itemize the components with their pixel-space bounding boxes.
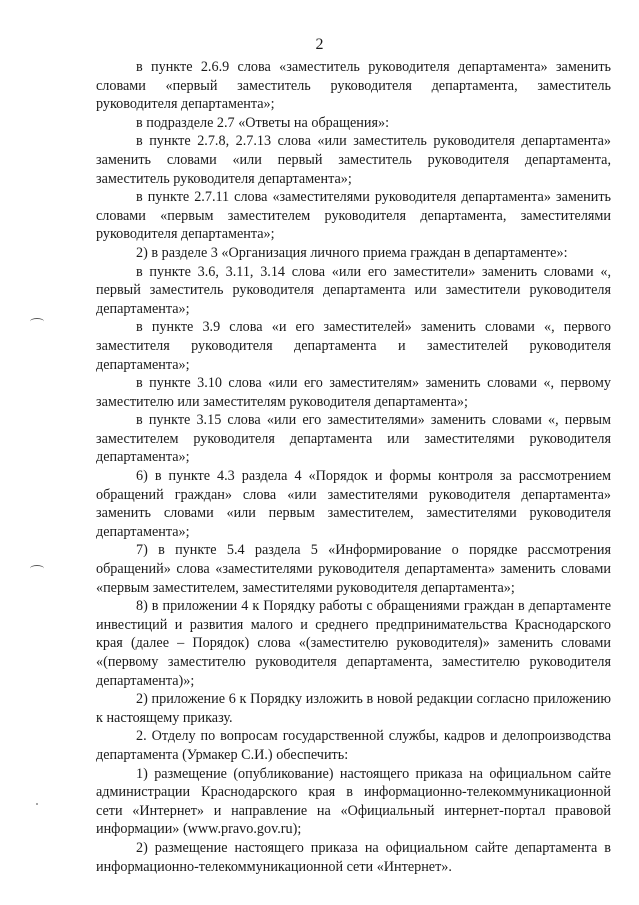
paragraph-10: 6) в пункте 4.3 раздела 4 «Порядок и формы контроля за рассмотрением обращений граждан» слова «или заместителями руководителя департамента» заменить словами «или первым заместителем, заместителями руководителя департамента»;	[96, 468, 611, 540]
paragraph-15: 1) размещение (опубликование) настоящего приказа на официальном сайте администрации Краснодарского края в информационно-телекоммуникационной сети «Интернет» и направление на «Официальный интернет-портал правовой информации» (www.pravo.gov.ru);	[96, 765, 611, 838]
paragraph-4: в пункте 2.7.11 слова «заместителями руководителя департамента» заменить словами «первым заместителем руководителя департамента, заместителями руководителя департамента»;	[96, 189, 611, 243]
paragraph-1: в пункте 2.6.9 слова «заместитель руководителя департамента» заменить словами «первый заместитель руководителя департамента, заместитель руководителя департамента»;	[96, 59, 611, 113]
paragraph-14: 2. Отделу по вопросам государственной службы, кадров и делопроизводства департамента (Урмакер С.И.) обеспечить:	[96, 728, 611, 763]
paragraph-5: 2) в разделе 3 «Организация личного приема граждан в департаменте»:	[136, 244, 568, 261]
paragraph-6: в пункте 3.6, 3.11, 3.14 слова «или его заместители» заменить словами «, первый заместитель руководителя департамента или заместители руководителя департамента»;	[96, 263, 611, 317]
paragraph-9: в пункте 3.15 слова «или его заместителями» заменить словами «, первым заместителем руководителя департамента или заместителями руководителя департамента»;	[96, 412, 611, 466]
paragraph-16: 2) размещение настоящего приказа на официальном сайте департамента в информационно-телекоммуникационной сети «Интернет».	[96, 839, 611, 875]
paragraph-3: в пункте 2.7.8, 2.7.13 слова «или заместитель руководителя департамента» заменить словами «или первый заместитель руководителя департамента, заместитель руководителя департамента»;	[96, 133, 611, 187]
paragraph-7: в пункте 3.9 слова «и его заместителей» заменить словами «, первого заместителя руководителя департамента и заместителей руководителя департамента»;	[96, 319, 611, 373]
document-body	[96, 58, 611, 876]
paragraph-8: в пункте 3.10 слова «или его заместителям» заменить словами «, первому заместителю или заместителям руководителя департамента»;	[96, 375, 611, 410]
paragraph-2: в подразделе 2.7 «Ответы на обращения»:	[136, 114, 390, 131]
hole-punch-mark-upper	[30, 318, 44, 325]
paragraph-11: 7) в пункте 5.4 раздела 5 «Информирование о порядке рассмотрения обращений» слова «заместителями руководителя департамента» заменить словами «первым заместителем, заместителями руководителя департамента»;	[96, 542, 611, 596]
paragraph-13: 2) приложение 6 к Порядку изложить в новой редакции согласно приложению к настоящему приказу.	[96, 691, 611, 726]
hole-punch-mark-lower	[30, 565, 44, 572]
scan-speck	[36, 803, 38, 805]
paragraph-12: 8) в приложении 4 к Порядку работы с обращениями граждан в департаменте инвестиций и развития малого и среднего предпринимательства Краснодарского края (далее – Порядок) слова «(заместителю руководителя)» заменить словами «(первому заместителю руководителя департамента, заместителю руководителя департамента)»;	[96, 598, 611, 689]
page-number: 2	[315, 36, 324, 53]
